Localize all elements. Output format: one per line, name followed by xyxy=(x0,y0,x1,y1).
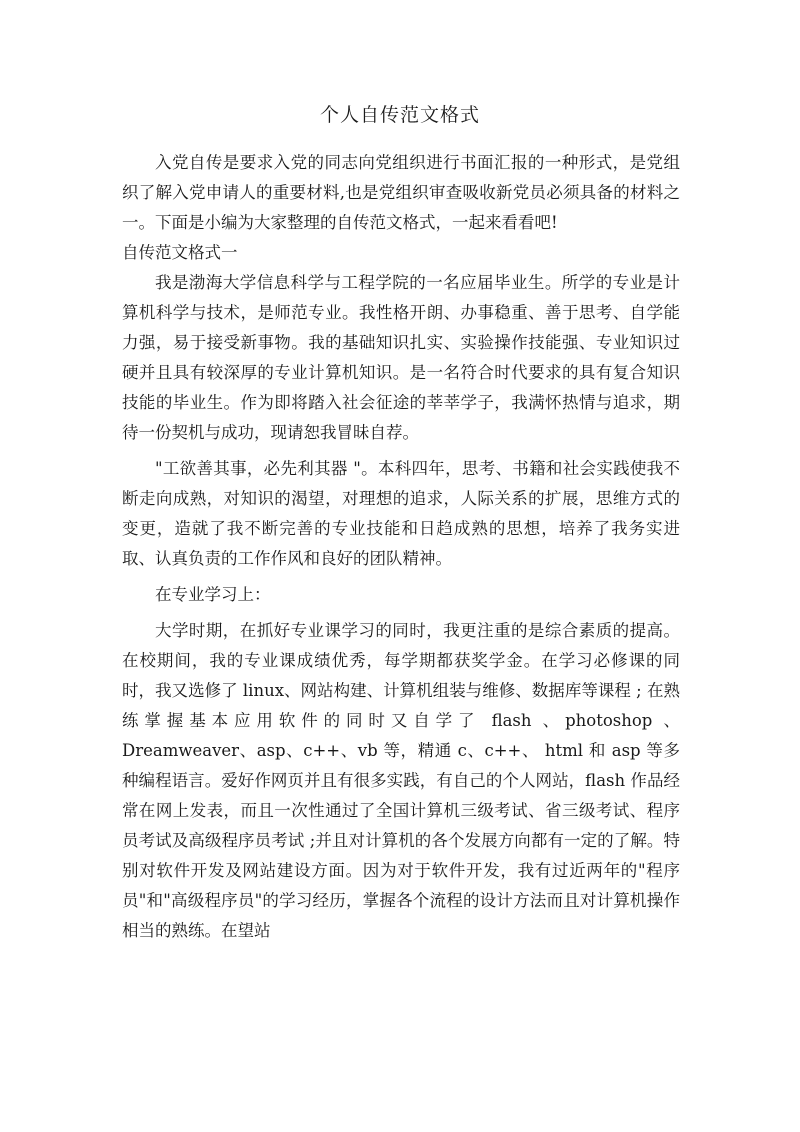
document-body xyxy=(122,148,680,946)
study-paragraph: 大学时期，在抓好专业课学习的同时，我更注重的是综合素质的提高。在校期间，我的专业课成绩优秀，每学期都获奖学金。在学习必修课的同时，我又选修了 linux、网站构建、计算机组装与维修、数据库等课程 ; 在熟练掌握基本应用软件的同时又自学了 flash 、photoshop 、Dreamweaver、asp、c++、vb 等，精通 c、c++、 html 和 asp 等多种编程语言。爱好作网页并且有很多实践，有自己的个人网站，flash 作品经常在网上发表，而且一次性通过了全国计算机三级考试、省三级考试、程序员考试及高级程序员考试 ;并且对计算机的各个发展方向都有一定的了解。特别对软件开发及网站建设方面。因为对于软件开发，我有过近两年的"程序员"和"高级程序员"的学习经历，掌握各个流程的设计方法而且对计算机操作相当的熟练。在望站 xyxy=(122,621,680,940)
study-heading: 在专业学习上： xyxy=(155,585,271,604)
self-introduction-paragraph: 我是渤海大学信息科学与工程学院的一名应届毕业生。所学的专业是计算机科学与技术，是师范专业。我性格开朗、办事稳重、善于思考、自学能力强，易于接受新事物。我的基础知识扎实、实验操作技能强、专业知识过硬并且具有较深厚的专业计算机知识。是一名符合时代要求的具有复合知识技能的毕业生。作为即将踏入社会征途的莘莘学子，我满怀热情与追求，期待一份契机与成功，现请恕我冒昧自荐。 xyxy=(122,273,680,442)
section-heading: 自传范文格式一 xyxy=(122,243,238,262)
document-title: 个人自传范文格式 xyxy=(319,104,480,126)
intro-paragraph: 入党自传是要求入党的同志向党组织进行书面汇报的一种形式，是党组织了解入党申请人的重要材料,也是党组织审查吸收新党员必须具备的材料之一。下面是小编为大家整理的自传范文格式，一起来看看吧! xyxy=(122,153,680,232)
quote-paragraph: "工欲善其事，必先利其器 "。本科四年，思考、书籍和社会实践使我不断走向成熟，对知识的渴望，对理想的追求，人际关系的扩展，思维方式的变更，造就了我不断完善的专业技能和日趋成熟的思想，培养了我务实进取、认真负责的工作作风和良好的团队精神。 xyxy=(122,459,680,568)
